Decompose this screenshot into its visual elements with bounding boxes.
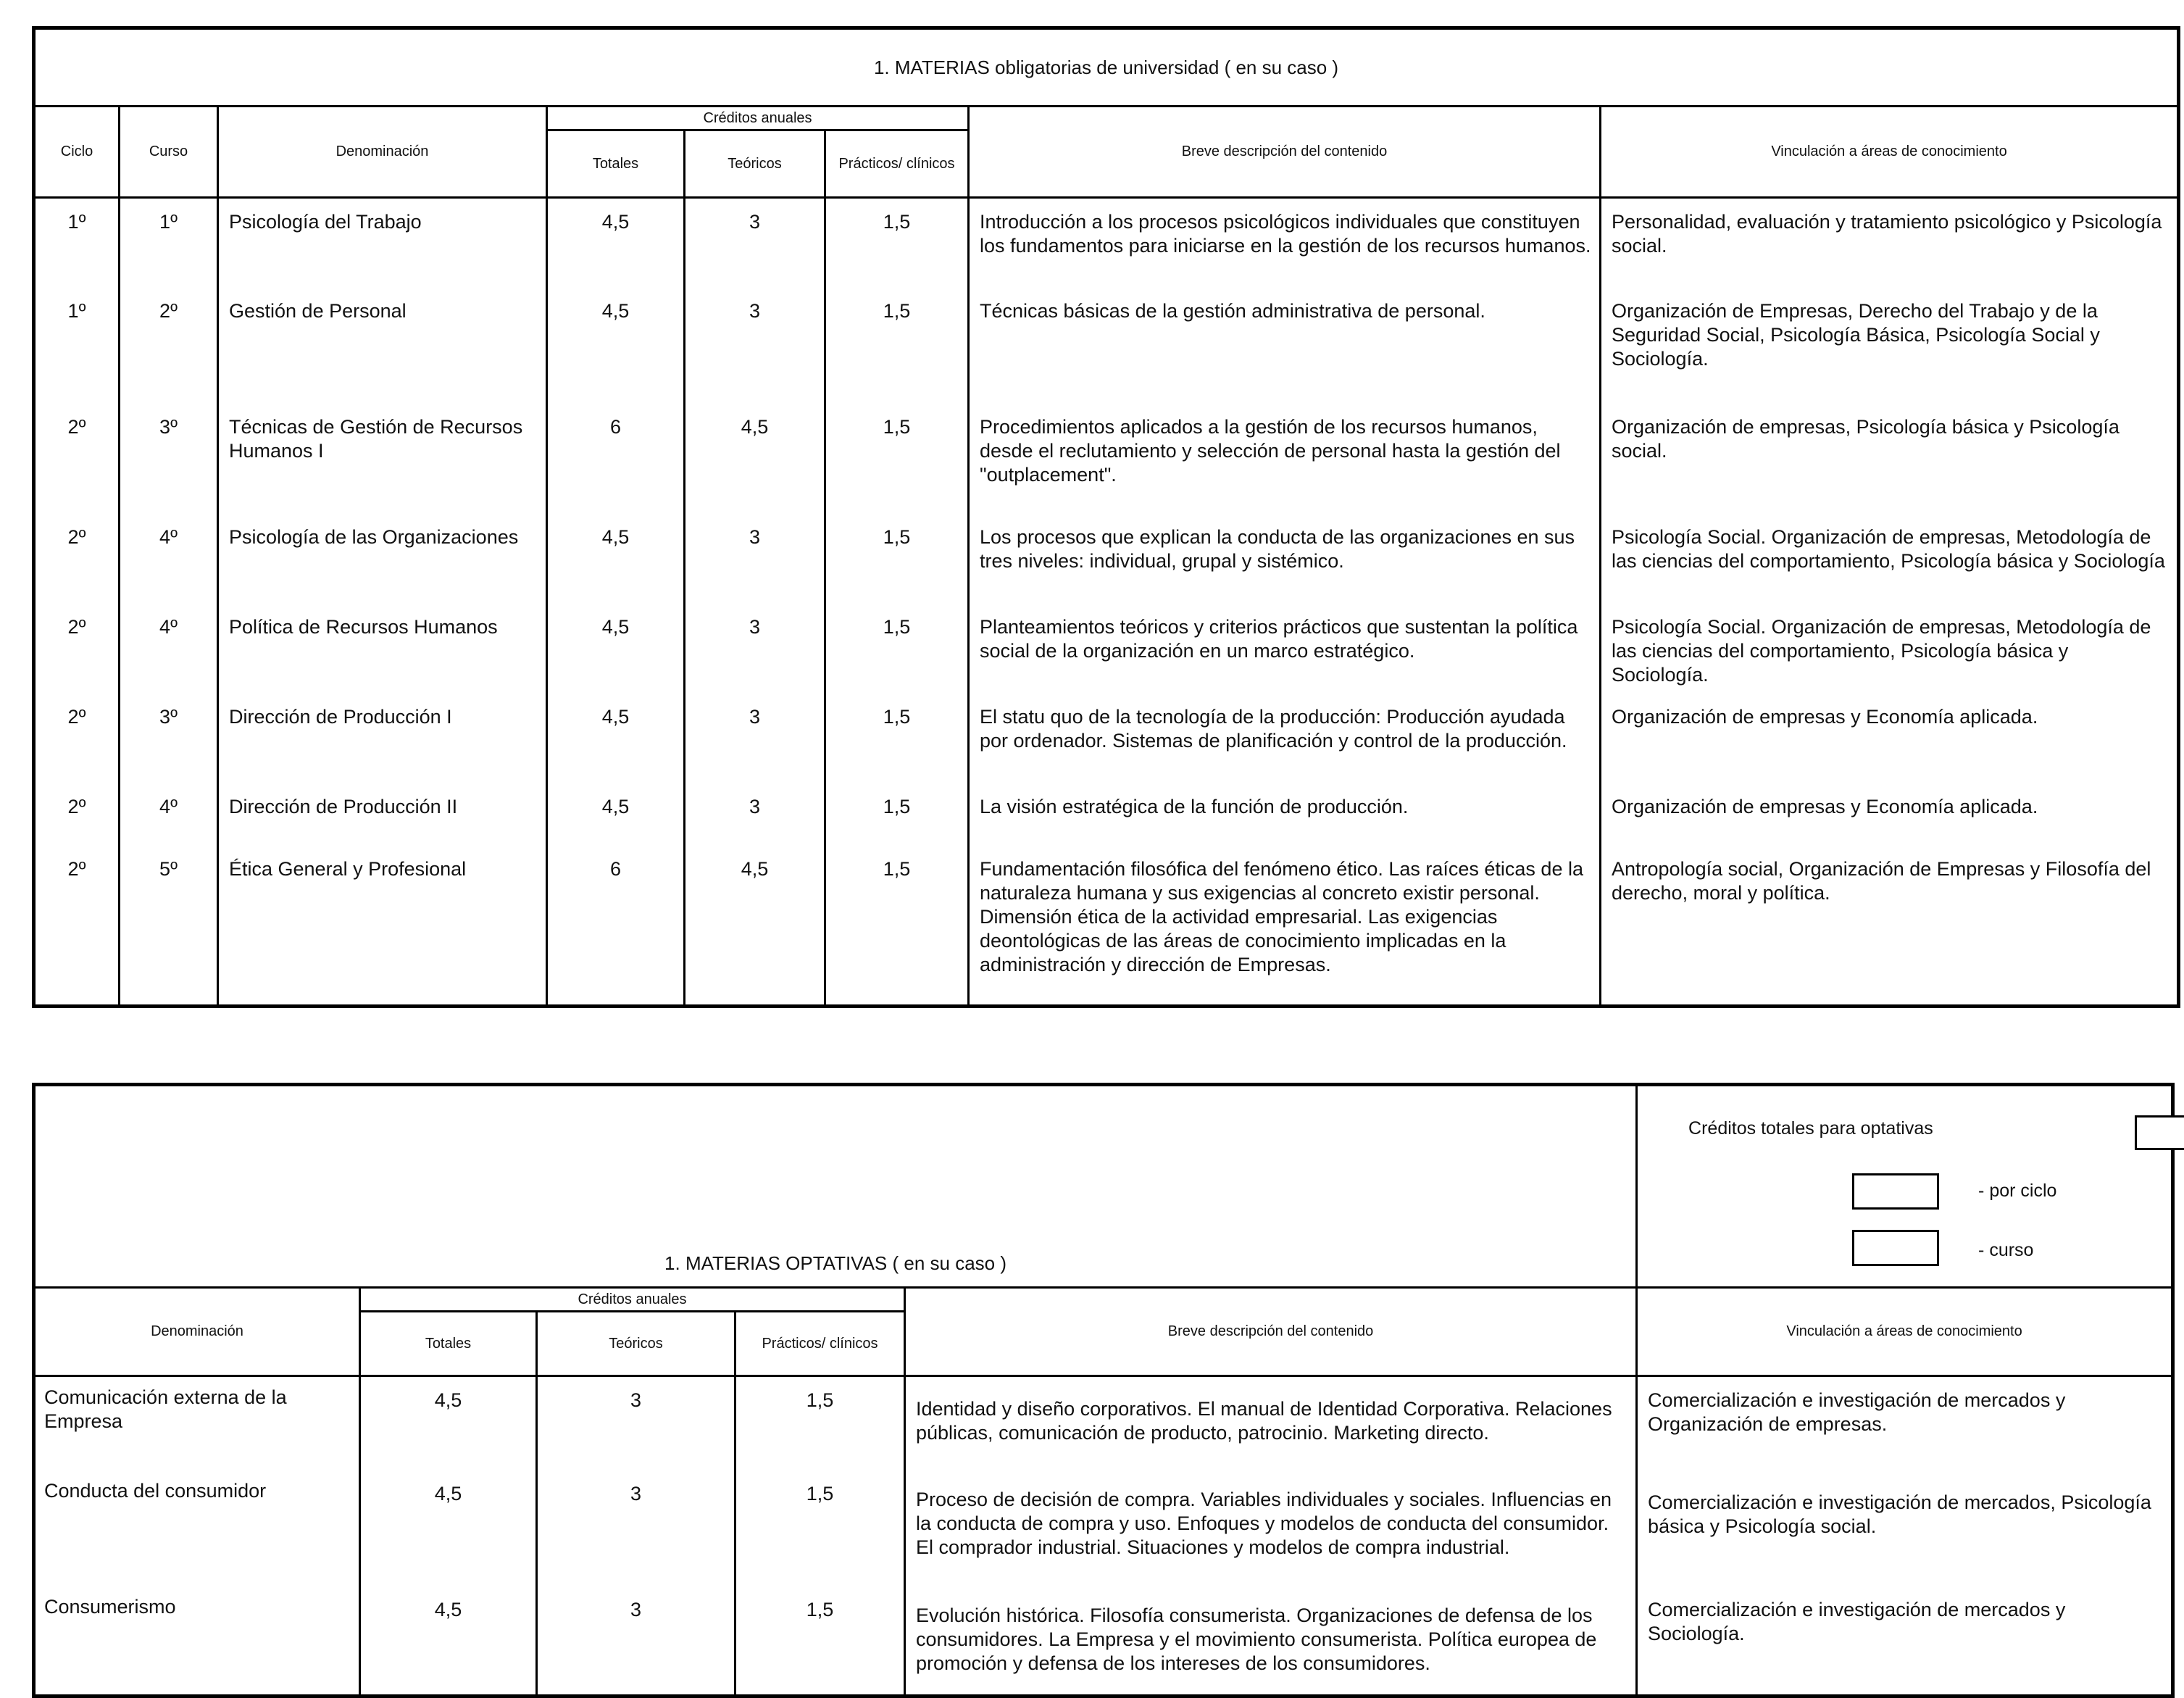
cell-denominacion: Política de Recursos Humanos (218, 604, 547, 694)
cell-denominacion: Psicología del Trabajo (218, 198, 547, 288)
cell-totales: 4,5 (547, 288, 685, 404)
cell-descripcion: Fundamentación filosófica del fenómeno ético. Las raíces éticas de la naturaleza humana y sus exigencias al concreto existir personal. Dimensión ética de la actividad empresarial. Las exigencias deontológicas de las áreas de conocimiento implicadas en la administración y dirección de Empresas. (969, 846, 1601, 1007)
cell-denominacion: Dirección de Producción I (218, 694, 547, 783)
cell-vinculacion: Organización de empresas y Economía aplicada. (1601, 694, 2179, 783)
materias-optativas-table (32, 1083, 2175, 1698)
cell-descripcion: El statu quo de la tecnología de la producción: Producción ayudada por ordenador. Sistemas de planificación y control de la producción. (969, 694, 1601, 783)
table-row (34, 1376, 2173, 1470)
cell-vinculacion: Comercialización e investigación de mercados y Organización de empresas. (1637, 1376, 2173, 1470)
table-row (34, 783, 2179, 846)
cell-totales: 4,5 (547, 514, 685, 604)
cell-vinculacion: Organización de empresas, Psicología básica y Psicología social. (1601, 404, 2179, 514)
cell-vinculacion: Organización de empresas y Economía aplicada. (1601, 783, 2179, 846)
cell-practicos: 1,5 (735, 1586, 905, 1697)
header-totales: Totales (547, 130, 685, 198)
header-descripcion: Breve descripción del contenido (905, 1288, 1637, 1376)
cell-practicos: 1,5 (825, 694, 969, 783)
table1-title: 1. MATERIAS obligatorias de universidad ( en su caso ) (34, 28, 2179, 107)
header-practicos: Prácticos/ clínicos (735, 1312, 905, 1376)
cell-denominacion: Ética General y Profesional (218, 846, 547, 1007)
creditos-totales-label: Créditos totales para optativas (1688, 1118, 1933, 1139)
cell-totales: 6 (547, 846, 685, 1007)
cell-practicos: 1,5 (825, 846, 969, 1007)
curso-label: - curso (1978, 1240, 2034, 1260)
cell-teoricos: 3 (685, 514, 825, 604)
table-row (34, 404, 2179, 514)
cell-teoricos: 3 (685, 288, 825, 404)
cell-curso: 4º (120, 783, 218, 846)
header-totales: Totales (360, 1312, 537, 1376)
cell-totales: 4,5 (547, 783, 685, 846)
cell-teoricos: 3 (685, 783, 825, 846)
cell-denominacion: Dirección de Producción II (218, 783, 547, 846)
cell-ciclo: 2º (34, 846, 120, 1007)
por-ciclo-field[interactable] (1852, 1173, 1939, 1210)
cell-totales: 4,5 (360, 1470, 537, 1586)
cell-descripcion: Procedimientos aplicados a la gestión de los recursos humanos, desde el reclutamiento y selección de personal hasta la gestión del "outplacement". (969, 404, 1601, 514)
table-row (34, 198, 2179, 288)
cell-practicos: 1,5 (825, 288, 969, 404)
table-row (34, 1586, 2173, 1697)
cell-teoricos: 3 (537, 1376, 735, 1470)
header-denominacion: Denominación (218, 107, 547, 198)
cell-teoricos: 3 (685, 604, 825, 694)
cell-denominacion: Conducta del consumidor (34, 1470, 360, 1586)
table-row (34, 1470, 2173, 1586)
cell-ciclo: 1º (34, 198, 120, 288)
cell-teoricos: 3 (537, 1470, 735, 1586)
cell-ciclo: 2º (34, 783, 120, 846)
cell-descripcion: Evolución histórica. Filosofía consumerista. Organizaciones de defensa de los consumidores. La Empresa y el movimiento consumerista. Política europea de promoción y defensa de los intereses de los consumidores. (905, 1586, 1637, 1697)
cell-totales: 6 (547, 404, 685, 514)
cell-curso: 3º (120, 694, 218, 783)
cell-ciclo: 1º (34, 288, 120, 404)
cell-totales: 4,5 (547, 604, 685, 694)
cell-totales: 4,5 (547, 694, 685, 783)
cell-descripcion: Técnicas básicas de la gestión administrativa de personal. (969, 288, 1601, 404)
cell-curso: 1º (120, 198, 218, 288)
header-curso: Curso (120, 107, 218, 198)
cell-ciclo: 2º (34, 694, 120, 783)
cell-practicos: 1,5 (825, 198, 969, 288)
header-creditos-anuales: Créditos anuales (547, 107, 969, 130)
cell-practicos: 1,5 (825, 783, 969, 846)
table-row (34, 288, 2179, 404)
cell-curso: 4º (120, 604, 218, 694)
cell-denominacion: Gestión de Personal (218, 288, 547, 404)
cell-denominacion: Psicología de las Organizaciones (218, 514, 547, 604)
cell-descripcion: Planteamientos teóricos y criterios prácticos que sustentan la política social de la organización en un marco estratégico. (969, 604, 1601, 694)
header-creditos-anuales: Créditos anuales (360, 1288, 905, 1312)
cell-teoricos: 3 (685, 694, 825, 783)
header-vinculacion: Vinculación a áreas de conocimiento (1601, 107, 2179, 198)
cell-curso: 5º (120, 846, 218, 1007)
cell-practicos: 1,5 (825, 514, 969, 604)
cell-totales: 4,5 (360, 1586, 537, 1697)
cell-descripcion: Identidad y diseño corporativos. El manual de Identidad Corporativa. Relaciones públicas, comunicación de producto, patrocinio. Marketing directo. (905, 1376, 1637, 1470)
header-vinculacion: Vinculación a áreas de conocimiento (1637, 1288, 2173, 1376)
table2-title: 1. MATERIAS OPTATIVAS ( en su caso ) (34, 1085, 1637, 1288)
cell-ciclo: 2º (34, 604, 120, 694)
cell-vinculacion: Comercialización e investigación de mercados, Psicología básica y Psicología social. (1637, 1470, 2173, 1586)
cell-vinculacion: Organización de Empresas, Derecho del Trabajo y de la Seguridad Social, Psicología Básica, Psicología Social y Sociología. (1601, 288, 2179, 404)
table-row (34, 604, 2179, 694)
cell-totales: 4,5 (547, 198, 685, 288)
cell-denominacion: Técnicas de Gestión de Recursos Humanos I (218, 404, 547, 514)
creditos-totales-field[interactable] (2135, 1115, 2184, 1150)
header-teoricos: Teóricos (537, 1312, 735, 1376)
curso-field[interactable] (1852, 1230, 1939, 1266)
cell-practicos: 1,5 (735, 1470, 905, 1586)
cell-vinculacion: Comercialización e investigación de mercados y Sociología. (1637, 1586, 2173, 1697)
por-ciclo-label: - por ciclo (1978, 1181, 2057, 1201)
cell-descripcion: Proceso de decisión de compra. Variables individuales y sociales. Influencias en la conducta de compra y uso. Enfoques y modelos de conducta del consumidor. El comprador industrial. Situaciones y modelos de compra industrial. (905, 1470, 1637, 1586)
cell-curso: 4º (120, 514, 218, 604)
header-teoricos: Teóricos (685, 130, 825, 198)
cell-teoricos: 4,5 (685, 404, 825, 514)
cell-totales: 4,5 (360, 1376, 537, 1470)
cell-vinculacion: Personalidad, evaluación y tratamiento psicológico y Psicología social. (1601, 198, 2179, 288)
cell-descripcion: La visión estratégica de la función de producción. (969, 783, 1601, 846)
cell-practicos: 1,5 (735, 1376, 905, 1470)
materias-obligatorias-table (32, 26, 2180, 1008)
header-practicos: Prácticos/ clínicos (825, 130, 969, 198)
creditos-optativas-panel (1637, 1085, 2173, 1288)
cell-denominacion: Comunicación externa de la Empresa (34, 1376, 360, 1470)
cell-teoricos: 3 (537, 1586, 735, 1697)
cell-descripcion: Introducción a los procesos psicológicos individuales que constituyen los fundamentos para iniciarse en la gestión de los recursos humanos. (969, 198, 1601, 288)
header-denominacion: Denominación (34, 1288, 360, 1376)
cell-ciclo: 2º (34, 404, 120, 514)
header-ciclo: Ciclo (34, 107, 120, 198)
header-descripcion: Breve descripción del contenido (969, 107, 1601, 198)
cell-vinculacion: Psicología Social. Organización de empresas, Metodología de las ciencias del comportamiento, Psicología básica y Sociología (1601, 514, 2179, 604)
table-row (34, 694, 2179, 783)
cell-ciclo: 2º (34, 514, 120, 604)
cell-curso: 2º (120, 288, 218, 404)
cell-vinculacion: Psicología Social. Organización de empresas, Metodología de las ciencias del comportamiento, Psicología básica y Sociología. (1601, 604, 2179, 694)
cell-denominacion: Consumerismo (34, 1586, 360, 1697)
cell-curso: 3º (120, 404, 218, 514)
cell-teoricos: 3 (685, 198, 825, 288)
table-row (34, 846, 2179, 1007)
table-row (34, 514, 2179, 604)
cell-practicos: 1,5 (825, 604, 969, 694)
cell-descripcion: Los procesos que explican la conducta de las organizaciones en sus tres niveles: individual, grupal y sistémico. (969, 514, 1601, 604)
cell-vinculacion: Antropología social, Organización de Empresas y Filosofía del derecho, moral y política. (1601, 846, 2179, 1007)
cell-teoricos: 4,5 (685, 846, 825, 1007)
cell-practicos: 1,5 (825, 404, 969, 514)
